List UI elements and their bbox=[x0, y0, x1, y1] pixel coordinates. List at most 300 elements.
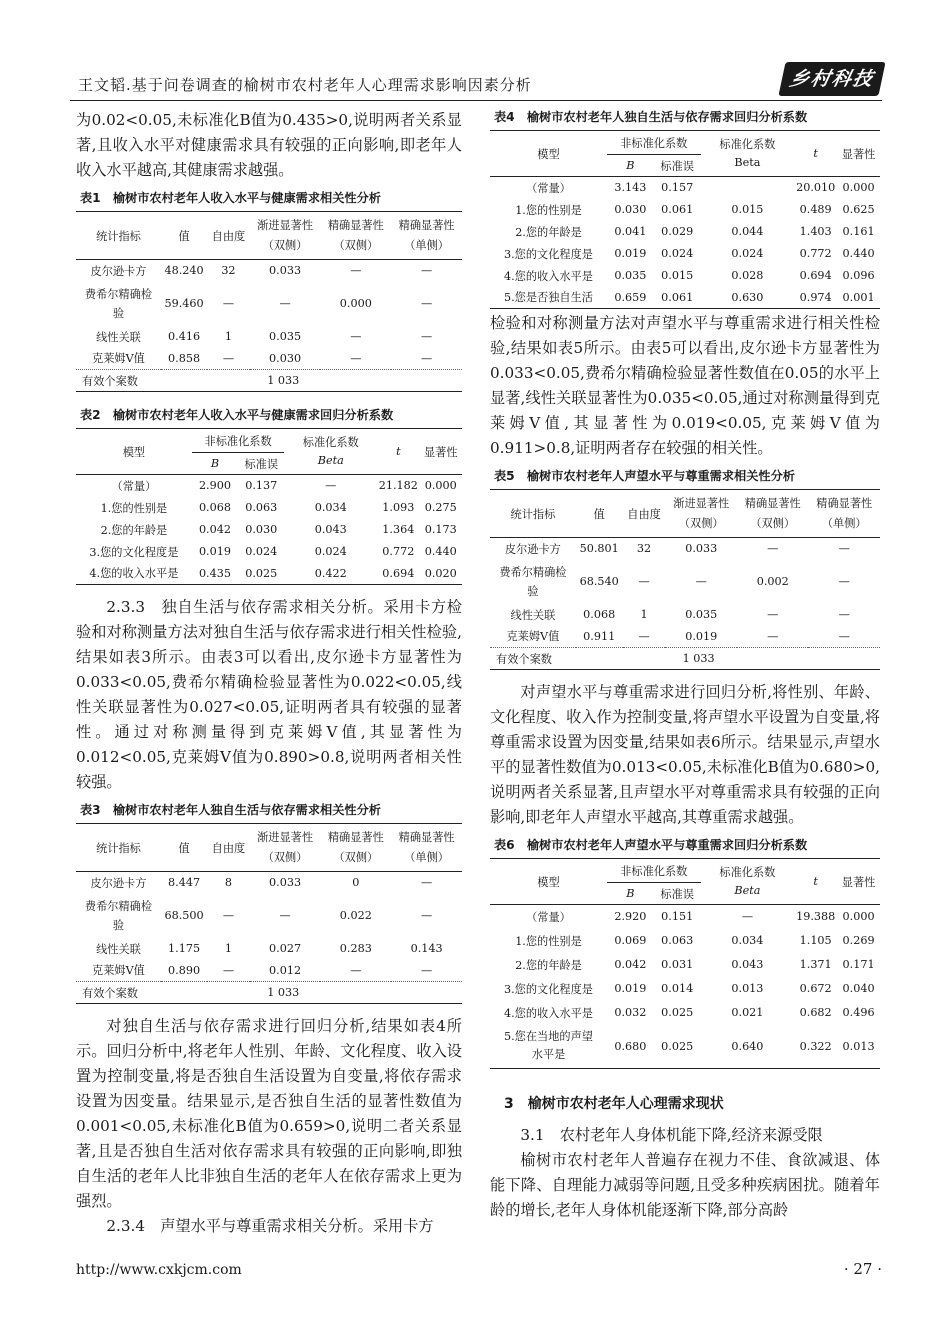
table-cell: 0.063 bbox=[245, 501, 278, 514]
table-cell: 0.034 bbox=[314, 501, 347, 514]
table-cell: — bbox=[350, 330, 362, 343]
table-cell: — bbox=[838, 542, 850, 556]
table-header-cell bbox=[320, 824, 391, 872]
table-cell: 0.974 bbox=[799, 290, 832, 304]
table-header-cell bbox=[665, 490, 737, 538]
table-header-cell bbox=[391, 212, 462, 260]
section-heading: 3 榆树市农村老年人心理需求现状 bbox=[504, 1096, 724, 1112]
table-header-cell: 自由度 bbox=[623, 490, 666, 538]
table-row bbox=[76, 541, 462, 563]
table-row bbox=[76, 475, 462, 497]
table-row bbox=[490, 560, 880, 604]
table-cell: 0.012 bbox=[269, 963, 302, 977]
table-cell: 0.025 bbox=[661, 1006, 694, 1019]
table-cell: 0.035 bbox=[685, 608, 718, 621]
table-cell: 0.682 bbox=[799, 1006, 832, 1019]
table-cell: 1.您的性别是 bbox=[100, 501, 168, 515]
running-title: 王文韬.基于问卷调查的榆树市农村老年人心理需求影响因素分析 bbox=[78, 76, 532, 94]
table-cell: 48.240 bbox=[164, 264, 204, 278]
header-line: 精确显著性 bbox=[398, 218, 455, 232]
table-cell: 线性关联 bbox=[96, 942, 141, 956]
table-row bbox=[490, 221, 880, 243]
table-2 bbox=[76, 428, 462, 585]
table-cell: 1.您的性别是 bbox=[515, 934, 582, 948]
table-cell: 0.025 bbox=[661, 1039, 694, 1053]
table-cell: 1.175 bbox=[168, 942, 201, 955]
right-column bbox=[490, 108, 880, 1223]
table-row bbox=[490, 929, 880, 953]
header-line: （双侧） bbox=[678, 516, 724, 530]
table-header-row bbox=[76, 429, 462, 453]
paragraph: 为0.02<0.05,未标准化B值为0.435>0,说明两者关系显著,且收入水平对健康需求具有较强的正向影响,即老年人收入水平越高,其健康需求越强。 bbox=[76, 111, 462, 179]
table-cell: 0.024 bbox=[661, 247, 694, 260]
header-line: 标准化系数 bbox=[719, 137, 776, 151]
table-row bbox=[76, 960, 462, 982]
table-cell: — bbox=[638, 629, 650, 643]
table-cell: 有效个案数 bbox=[76, 370, 207, 392]
table-cell: 0.013 bbox=[842, 1039, 875, 1053]
page-number: · 27 · bbox=[843, 1260, 882, 1278]
table-header-cell: B bbox=[607, 155, 654, 177]
table-cell: 0.680 bbox=[614, 1039, 647, 1053]
table-cell: 1 033 bbox=[623, 648, 880, 670]
table-cell: 4.您的收入水平是 bbox=[504, 1006, 593, 1020]
table-cell: 20.010 bbox=[796, 181, 836, 195]
table-cell: — bbox=[222, 297, 235, 310]
table-cell: — bbox=[767, 542, 779, 556]
table-header-row bbox=[490, 859, 880, 883]
table-cell: 0.659 bbox=[614, 290, 647, 304]
table-caption: 表6 榆树市农村老年人声望水平与尊重需求回归分析系数 bbox=[494, 838, 808, 852]
table-cell: 0.496 bbox=[842, 1006, 875, 1019]
table-cell: 克莱姆V值 bbox=[506, 630, 560, 644]
table-cell: — bbox=[767, 629, 779, 643]
table-cell: 0.061 bbox=[661, 290, 694, 304]
table-cell: 2.920 bbox=[614, 910, 647, 924]
table-cell: 0.422 bbox=[314, 566, 347, 580]
table-cell: 0.061 bbox=[661, 203, 694, 216]
table-header-cell bbox=[320, 212, 391, 260]
header-line: Beta bbox=[734, 155, 761, 169]
table-cell: 0.069 bbox=[614, 934, 647, 947]
table-cell: 0.137 bbox=[245, 479, 278, 493]
table-row bbox=[490, 604, 880, 626]
table-header-cell: 非标准化系数 bbox=[607, 859, 701, 883]
table-cell: 1.105 bbox=[799, 934, 832, 947]
header-line: 渐进显著性 bbox=[257, 218, 314, 232]
table-cell: 0.640 bbox=[731, 1039, 764, 1053]
table-cell: 0.001 bbox=[842, 290, 875, 304]
table-cell: 0.029 bbox=[661, 225, 694, 238]
table-cell: 32 bbox=[636, 542, 652, 556]
table-cell: 1 033 bbox=[207, 370, 462, 392]
table-header-cell: 非标准化系数 bbox=[192, 429, 285, 453]
table-cell: 线性关联 bbox=[510, 608, 556, 622]
table-header-row bbox=[490, 131, 880, 155]
table-cell: — bbox=[421, 297, 433, 310]
table-cell: 费希尔精确检验 bbox=[84, 899, 153, 932]
paragraph: 对独自生活与依存需求进行回归分析,结果如表4所示。回归分析中,将老年人性别、年龄、文化程度、收入设置为控制变量,将是否独自生活设置为自变量,将依存需求设置为因变量。结果显示,是否独自生活的显著性数值为0.001<0.05,未标准化B值为0.659>0,说明二者关系显著,且是否独自生活对依存需求具有较强的正向影响,即独自生活的老年人比非独自生活的老年人在依存需求上更为强烈。 bbox=[76, 1017, 462, 1210]
table-cell: 0.068 bbox=[198, 501, 231, 514]
table-header-cell: 标准误 bbox=[238, 453, 284, 475]
table-cell: 线性关联 bbox=[96, 330, 141, 344]
table-cell: 0.322 bbox=[799, 1039, 832, 1053]
table-cell: — bbox=[279, 297, 291, 310]
subsection-heading: 3.1 农村老年人身体机能下降,经济来源受限 bbox=[520, 1126, 823, 1144]
header-line: （双侧） bbox=[750, 516, 796, 530]
table-cell: 1 bbox=[640, 608, 648, 621]
table-cell: 0.911 bbox=[583, 629, 616, 643]
paragraph: 榆树市农村老年人普遍存在视力不佳、食欲减退、体能下降、自理能力减弱等问题,且受多种疾病困扰。随着年龄的增长,老年人身体机能逐渐下降,部分高龄 bbox=[490, 1151, 880, 1219]
table-cell: 0.161 bbox=[842, 225, 875, 238]
table-cell: 0.032 bbox=[614, 1006, 647, 1019]
table-cell: 0.015 bbox=[661, 269, 694, 282]
header-line: 精确显著性 bbox=[327, 830, 384, 844]
table-header-cell: B bbox=[607, 883, 654, 905]
table-cell: 皮尔逊卡方 bbox=[90, 876, 147, 890]
footer-url: http://www.cxkjcm.com bbox=[76, 1262, 242, 1278]
table-cell: 0.002 bbox=[756, 575, 789, 588]
header-divider bbox=[70, 100, 882, 101]
table-cell: 0.435 bbox=[198, 566, 231, 580]
header-line: 标准化系数 bbox=[719, 865, 776, 879]
table-cell: 克莱姆V值 bbox=[92, 352, 145, 366]
paragraph: 检验和对称测量方法对声望水平与尊重需求进行相关性检验,结果如表5所示。由表5可以看出,皮尔逊卡方显著性为0.033<0.05,费希尔精确检验显著性数值在0.05的水平上显著,线性关联显著性为0.035<0.05,通过对称测量得到克莱姆V值,其显著性为0.019<0.05,克莱姆V值为0.911>0.8,证明两者存在较强的相关性。 bbox=[490, 314, 880, 457]
table-cell: 0.440 bbox=[424, 545, 457, 558]
table-cell: 4.您的收入水平是 bbox=[89, 567, 179, 581]
table-row bbox=[490, 905, 880, 929]
table-cell: 0.031 bbox=[661, 958, 694, 971]
header-line: 渐进显著性 bbox=[673, 496, 730, 510]
table-row bbox=[490, 538, 880, 560]
table-cell: 0.027 bbox=[269, 942, 302, 955]
header-line: Beta bbox=[317, 453, 344, 467]
table-header-row bbox=[490, 490, 880, 538]
table-cell: 皮尔逊卡方 bbox=[504, 542, 561, 556]
paragraph: 2.3.3 独自生活与依存需求相关分析。采用卡方检验和对称测量方法对独自生活与依存需求进行相关性检验,结果如表3所示。由表3可以看出,皮尔逊卡方显著性为0.033<0.05,费希尔精确检验显著性为0.022<0.05,线性关联显著性为0.027<0.05,证明两者具有较强的显著性。通过对称测量得到克莱姆V值,其显著性为0.012<0.05,克莱姆V值为0.890>0.8,说明两者相关性较强。 bbox=[76, 598, 462, 791]
table-cell: 0.014 bbox=[661, 982, 694, 995]
table-cell: — bbox=[421, 909, 433, 922]
table-header-cell: t bbox=[377, 429, 419, 475]
table-cell: 1.093 bbox=[382, 501, 415, 514]
table-cell: 费希尔精确检验 bbox=[84, 287, 153, 320]
table-cell: 8.447 bbox=[168, 876, 201, 890]
table-cell: 0.000 bbox=[842, 910, 875, 924]
table-cell: 0.143 bbox=[410, 942, 443, 955]
table-cell: 0.096 bbox=[842, 269, 875, 282]
table-cell: 0.772 bbox=[799, 247, 832, 260]
table-3 bbox=[76, 823, 462, 1004]
table-row bbox=[490, 243, 880, 265]
table-cell: 0.694 bbox=[382, 566, 415, 580]
table-cell: 0.041 bbox=[614, 225, 647, 238]
table-cell: 0.024 bbox=[731, 247, 764, 260]
table-cell: 0.019 bbox=[614, 247, 647, 260]
table-row bbox=[490, 199, 880, 221]
header-line: （单侧） bbox=[404, 850, 449, 864]
table-row bbox=[76, 348, 462, 370]
paragraph: 2.3.4 声望水平与尊重需求相关分析。采用卡方 bbox=[106, 1217, 434, 1235]
table-cell: 0.021 bbox=[731, 1006, 764, 1019]
table-cell: 0.033 bbox=[269, 264, 302, 278]
table-cell: — bbox=[838, 608, 850, 621]
table-row bbox=[490, 265, 880, 287]
table-row bbox=[76, 519, 462, 541]
header-line: 精确显著性 bbox=[327, 218, 384, 232]
table-cell: （常量） bbox=[526, 181, 571, 195]
running-header bbox=[70, 68, 882, 98]
table-header-cell: 自由度 bbox=[207, 824, 249, 872]
table-cell: 5.您是否独自生活 bbox=[504, 291, 593, 305]
table-cell: 0.151 bbox=[661, 910, 694, 924]
table-header-cell: 统计指标 bbox=[490, 490, 576, 538]
table-cell: 0.416 bbox=[168, 330, 201, 343]
table-cell: — bbox=[350, 264, 362, 278]
table-cell: 有效个案数 bbox=[490, 648, 623, 670]
header-line: （双侧） bbox=[262, 238, 308, 252]
table-cell: — bbox=[838, 629, 850, 643]
table-cell: 1.403 bbox=[799, 225, 832, 238]
table-cell: 2.900 bbox=[198, 479, 231, 493]
table-header-cell: 统计指标 bbox=[76, 212, 161, 260]
table-cell: 2.您的年龄是 bbox=[100, 523, 168, 537]
table-cell: 0.000 bbox=[339, 297, 372, 310]
table-header-cell: t bbox=[794, 131, 837, 177]
table-cell: — bbox=[222, 351, 235, 365]
table-cell: 0.034 bbox=[731, 934, 764, 947]
table-cell: 费希尔精确检验 bbox=[499, 565, 567, 598]
table-row bbox=[490, 953, 880, 977]
table-cell: 有效个案数 bbox=[76, 982, 207, 1004]
table-cell: 3.您的文化程度是 bbox=[89, 545, 179, 559]
table-cell: — bbox=[421, 876, 433, 890]
table-cell: 1.364 bbox=[382, 523, 415, 536]
table-row bbox=[490, 177, 880, 199]
table-cell: （常量） bbox=[526, 910, 571, 924]
table-header-cell: 显著性 bbox=[837, 859, 880, 905]
table-cell: 1.您的性别是 bbox=[515, 203, 582, 217]
table-header-cell: 模型 bbox=[490, 859, 607, 905]
table-cell: 0.171 bbox=[842, 958, 875, 971]
table-cell: 0 bbox=[352, 876, 360, 890]
header-line: 精确显著性 bbox=[398, 830, 455, 844]
table-cell: 0.068 bbox=[583, 608, 616, 621]
table-cell: 0.043 bbox=[314, 523, 347, 536]
table-header-cell: 标准误 bbox=[654, 155, 701, 177]
table-header-cell: 值 bbox=[161, 212, 207, 260]
table-row bbox=[76, 872, 462, 894]
table-cell: 1 033 bbox=[207, 982, 462, 1004]
paragraph: 对声望水平与尊重需求进行回归分析,将性别、年龄、文化程度、收入作为控制变量,将声望水平设置为自变量,将尊重需求设置为因变量,结果如表6所示。结果显示,声望水平的显著性数值为0.013<0.05,未标准化B值为0.680>0,说明两者关系显著,且声望水平对尊重需求具有较强的正向影响,即老年人声望水平越高,其尊重需求越强。 bbox=[490, 683, 880, 826]
table-header-cell bbox=[284, 429, 377, 475]
table-cell: 0.283 bbox=[339, 942, 372, 955]
table-cell: 0.019 bbox=[614, 982, 647, 995]
table-cell: 21.182 bbox=[378, 479, 418, 493]
table-cell: — bbox=[222, 963, 235, 977]
header-line: 精确显著性 bbox=[744, 496, 801, 510]
valid-cases-row bbox=[76, 370, 462, 392]
table-cell: — bbox=[838, 575, 850, 588]
table-cell: 0.043 bbox=[731, 958, 764, 971]
table-caption: 表1 榆树市农村老年人收入水平与健康需求相关性分析 bbox=[80, 191, 381, 205]
table-header-cell: 自由度 bbox=[207, 212, 249, 260]
table-header-cell: 显著性 bbox=[420, 429, 462, 475]
table-cell: 0.275 bbox=[424, 501, 457, 514]
table-cell: 0.772 bbox=[382, 545, 415, 558]
table-cell: — bbox=[421, 330, 433, 343]
table-cell: 68.500 bbox=[164, 909, 204, 922]
table-5 bbox=[490, 489, 880, 670]
table-header-cell bbox=[250, 212, 321, 260]
valid-cases-row bbox=[490, 648, 880, 670]
table-cell: — bbox=[421, 351, 433, 365]
table-cell: 4.您的收入水平是 bbox=[504, 269, 593, 283]
left-column bbox=[76, 108, 462, 1239]
table-cell: 2.您的年龄是 bbox=[515, 225, 582, 239]
table-cell: 0.042 bbox=[614, 958, 647, 971]
table-header-cell: 值 bbox=[576, 490, 623, 538]
table-cell: 0.157 bbox=[661, 181, 694, 195]
table-cell: 0.028 bbox=[731, 269, 764, 282]
table-header-cell: t bbox=[794, 859, 837, 905]
table-header-cell: 标准误 bbox=[654, 883, 701, 905]
table-cell: — bbox=[279, 909, 291, 922]
table-cell: 0.694 bbox=[799, 269, 832, 282]
table-caption: 表5 榆树市农村老年人声望水平与尊重需求相关性分析 bbox=[494, 469, 795, 483]
table-header-row bbox=[76, 212, 462, 260]
table-cell: 2.您的年龄是 bbox=[515, 958, 582, 972]
table-cell: 0.858 bbox=[168, 351, 201, 365]
table-row bbox=[76, 260, 462, 282]
table-header-cell bbox=[808, 490, 880, 538]
header-line: （单侧） bbox=[404, 238, 449, 252]
table-cell: 0.030 bbox=[269, 351, 302, 365]
table-caption: 表4 榆树市农村老年人独自生活与依存需求回归分析系数 bbox=[494, 110, 808, 124]
header-line: （双侧） bbox=[262, 850, 308, 864]
table-cell: 0.044 bbox=[731, 225, 764, 238]
table-cell: — bbox=[767, 608, 779, 621]
table-row bbox=[490, 1001, 880, 1025]
header-line: 标准化系数 bbox=[302, 435, 359, 449]
table-cell: 0.269 bbox=[842, 934, 875, 947]
table-cell: 0.489 bbox=[799, 203, 832, 216]
table-cell: 0.015 bbox=[731, 203, 764, 216]
table-cell: 3.143 bbox=[614, 181, 647, 195]
table-cell: 皮尔逊卡方 bbox=[90, 264, 147, 278]
header-line: 精确显著性 bbox=[816, 496, 873, 510]
table-cell: 0.440 bbox=[842, 247, 875, 260]
header-line: （单侧） bbox=[821, 516, 867, 530]
table-row bbox=[490, 287, 880, 309]
table-header-cell: 显著性 bbox=[837, 131, 880, 177]
table-caption: 表3 榆树市农村老年人独自生活与依存需求相关性分析 bbox=[80, 803, 381, 817]
table-header-cell bbox=[737, 490, 809, 538]
table-cell: 克莱姆V值 bbox=[92, 964, 145, 978]
table-cell: 8 bbox=[224, 876, 232, 890]
table-4 bbox=[490, 130, 880, 309]
table-cell: 0.033 bbox=[269, 876, 302, 890]
table-header-cell: 模型 bbox=[76, 429, 192, 475]
table-row bbox=[76, 497, 462, 519]
table-cell: 0.033 bbox=[685, 542, 718, 556]
table-cell: 0.022 bbox=[339, 909, 372, 922]
table-cell: 0.013 bbox=[731, 982, 764, 995]
table-header-cell: 模型 bbox=[490, 131, 607, 177]
table-cell: 0.035 bbox=[269, 330, 302, 343]
table-cell: — bbox=[222, 909, 235, 922]
table-cell: 0.063 bbox=[661, 934, 694, 947]
table-cell: 3.您的文化程度是 bbox=[504, 247, 593, 261]
table-header-cell: 值 bbox=[161, 824, 207, 872]
table-header-cell bbox=[701, 131, 795, 177]
table-cell: — bbox=[421, 963, 433, 977]
table-cell: — bbox=[638, 575, 650, 588]
table-row bbox=[490, 1025, 880, 1069]
table-cell: 0.024 bbox=[245, 545, 278, 558]
table-cell: 0.630 bbox=[731, 290, 764, 304]
header-line: 渐进显著性 bbox=[257, 830, 314, 844]
table-row bbox=[76, 894, 462, 938]
table-cell: 0.890 bbox=[168, 963, 201, 977]
journal-logo: 乡村科技 bbox=[778, 62, 885, 96]
table-cell: — bbox=[741, 910, 753, 924]
table-cell: 0.672 bbox=[799, 982, 832, 995]
table-cell: — bbox=[695, 575, 707, 588]
table-cell bbox=[701, 177, 795, 199]
table-cell: 0.030 bbox=[245, 523, 278, 536]
header-line: Beta bbox=[734, 883, 761, 897]
table-cell: 32 bbox=[221, 264, 236, 278]
table-header-row bbox=[76, 824, 462, 872]
table-cell: 68.540 bbox=[579, 575, 619, 588]
table-cell: 0.020 bbox=[424, 566, 457, 580]
valid-cases-row bbox=[76, 982, 462, 1004]
table-cell: 0.030 bbox=[614, 203, 647, 216]
table-header-cell: 非标准化系数 bbox=[607, 131, 701, 155]
table-cell: 0.000 bbox=[842, 181, 875, 195]
table-cell: 0.173 bbox=[424, 523, 457, 536]
table-cell: 19.388 bbox=[796, 910, 836, 924]
table-cell: 0.024 bbox=[314, 545, 347, 558]
table-cell: 59.460 bbox=[164, 297, 204, 310]
table-header-cell bbox=[391, 824, 462, 872]
table-cell: 1 bbox=[224, 942, 232, 955]
table-cell: — bbox=[325, 479, 337, 493]
table-cell: 50.801 bbox=[579, 542, 619, 556]
table-cell: 1 bbox=[224, 330, 232, 343]
table-cell: 0.625 bbox=[842, 203, 875, 216]
table-1 bbox=[76, 211, 462, 392]
table-header-cell: 统计指标 bbox=[76, 824, 161, 872]
table-6 bbox=[490, 858, 880, 1069]
table-cell: （常量） bbox=[111, 479, 157, 493]
table-cell: 0.042 bbox=[198, 523, 231, 536]
table-row bbox=[76, 282, 462, 326]
table-header-cell bbox=[250, 824, 321, 872]
table-cell: — bbox=[421, 264, 433, 278]
table-cell: 3.您的文化程度是 bbox=[504, 982, 593, 996]
table-header-cell bbox=[701, 859, 795, 905]
table-cell: 0.000 bbox=[424, 479, 457, 493]
table-header-cell: B bbox=[192, 453, 238, 475]
table-cell: 0.035 bbox=[614, 269, 647, 282]
table-caption: 表2 榆树市农村老年人收入水平与健康需求回归分析系数 bbox=[80, 408, 394, 422]
table-cell: 1.371 bbox=[799, 958, 832, 971]
header-line: （双侧） bbox=[333, 238, 379, 252]
table-cell: — bbox=[350, 963, 362, 977]
table-row bbox=[490, 977, 880, 1001]
table-row bbox=[490, 626, 880, 648]
